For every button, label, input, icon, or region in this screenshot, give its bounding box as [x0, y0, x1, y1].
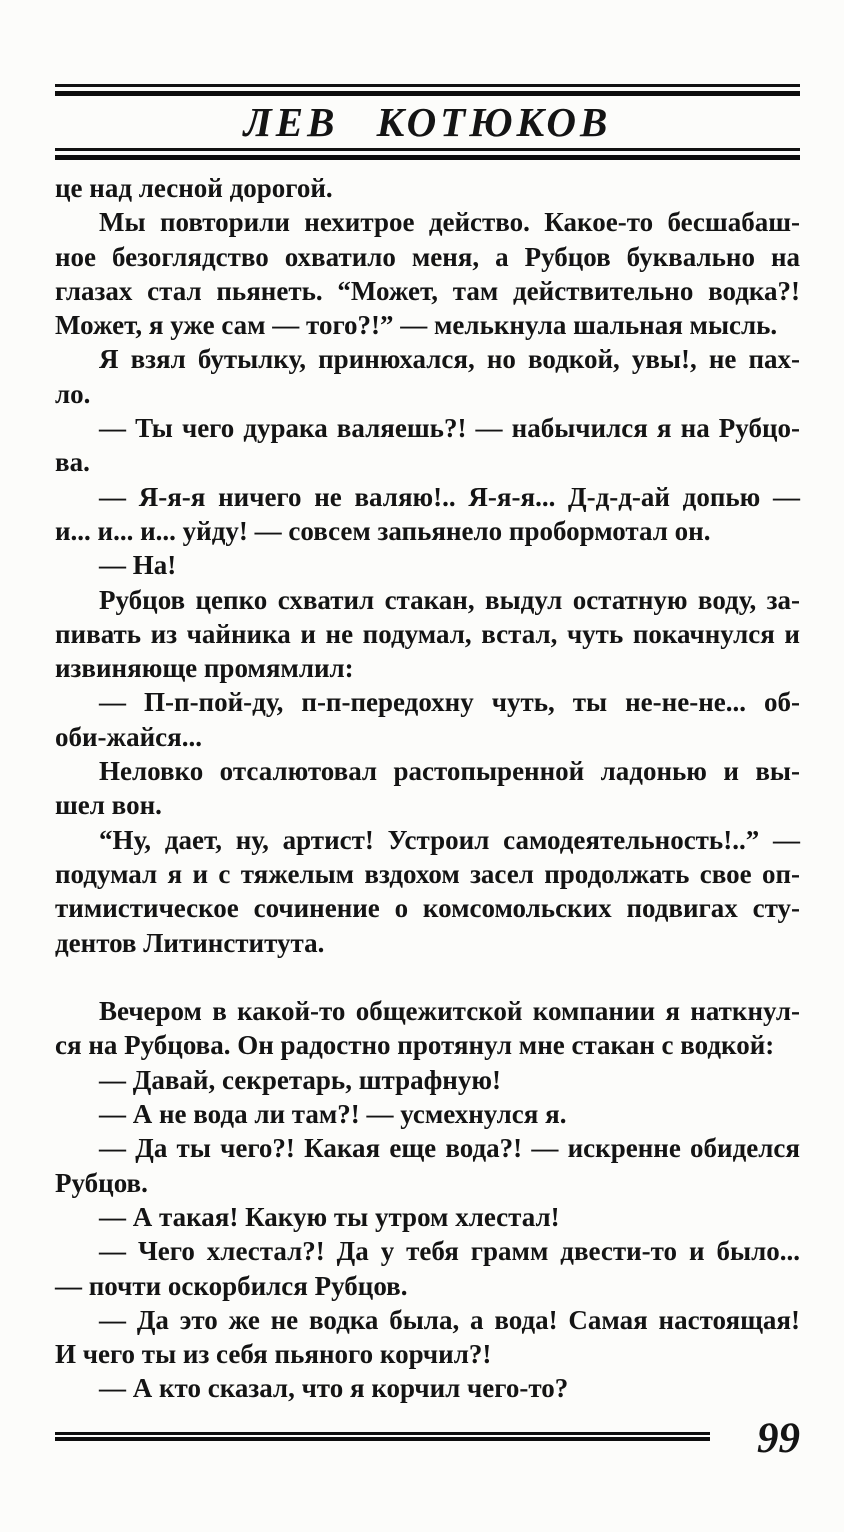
page-header — [55, 84, 800, 160]
page-footer — [55, 1408, 800, 1464]
text-line: — А не вода ли там?! — усмехнулся я. — [99, 1099, 567, 1130]
text-line: — Я-я-я ничего не валяю!.. Я-я-я... Д-д-д-ай допью — — [99, 481, 800, 512]
text-line: Рубцов. — [55, 1167, 148, 1198]
footer-rule — [55, 1432, 710, 1441]
text-line: — А такая! Какую ты утром хлестал! — [99, 1201, 560, 1232]
text-line: — почти оскорбился Рубцов. — [55, 1270, 408, 1301]
text-line: подумал я и с тяжелым вздохом засел продолжать свое оп- — [55, 858, 800, 889]
running-head-author: ЛЕВ КОТЮКОВ — [243, 99, 612, 145]
text-line: Может, я уже сам — того?!” — мелькнула шальная мысль. — [55, 310, 778, 341]
text-line: тимистическое сочинение о комсомольских подвигах сту- — [55, 893, 800, 924]
text-line: извиняюще промямлил: — [55, 653, 354, 684]
text-line: ное безоглядство охватило меня, а Рубцов буквально на — [55, 241, 800, 272]
text-line: “Ну, дает, ну, артист! Устроил самодеятельность!..” — — [99, 824, 800, 855]
text-line: ва. — [55, 447, 90, 478]
text-line: — Чего хлестал?! Да у тебя грамм двести-то и было... — [99, 1236, 800, 1267]
text-line: шел вон. — [55, 790, 162, 821]
text-line: — Ты чего дурака валяешь?! — набычился я на Рубцо- — [99, 413, 800, 444]
text-line: ло. — [55, 378, 91, 409]
text-line: и... и... и... уйду! — совсем запьянело пробормотал он. — [55, 515, 711, 546]
text-line: це над лесной дорогой. — [55, 173, 333, 203]
body-text — [55, 171, 800, 1406]
text-line: оби-жайся... — [55, 721, 203, 752]
text-line: Я взял бутылку, принюхался, но водкой, увы!, не пах- — [99, 344, 800, 375]
text-line: пивать из чайника и не подумал, встал, чуть покачнулся и — [55, 618, 800, 649]
text-line: — Да ты чего?! Какая еще вода?! — искренне обиделся — [99, 1133, 800, 1164]
text-line: Мы повторили нехитрое действо. Какое-то бесшабаш- — [99, 207, 800, 238]
text-line: Неловко отсалютовал растопыренной ладонью и вы- — [99, 756, 800, 787]
text-line: — На! — [99, 550, 177, 581]
text-line: — А кто сказал, что я корчил чего-то? — [99, 1373, 569, 1404]
text-line: И чего ты из себя пьяного корчил?! — [55, 1339, 492, 1370]
text-line: Рубцов цепко схватил стакан, выдул остатную воду, за- — [99, 584, 800, 615]
text-line: дентов Литинститута. — [55, 927, 325, 958]
text-line: — П-п-пой-ду, п-п-передохну чуть, ты не-не-не... об- — [99, 687, 800, 718]
header-rule-bottom — [55, 148, 800, 160]
text-line: — Давай, секретарь, штрафную! — [99, 1064, 501, 1095]
page-number: 99 — [757, 1414, 800, 1462]
text-line: глазах стал пьянеть. “Может, там действительно водка?! — [55, 275, 800, 306]
header-rule-top — [55, 84, 800, 96]
text-line: ся на Рубцова. Он радостно протянул мне стакан с водкой: — [55, 1030, 775, 1061]
text-line: Вечером в какой-то общежитской компании я наткнул- — [99, 996, 800, 1027]
text-line: — Да это же не водка была, а вода! Самая настоящая! — [99, 1304, 800, 1335]
